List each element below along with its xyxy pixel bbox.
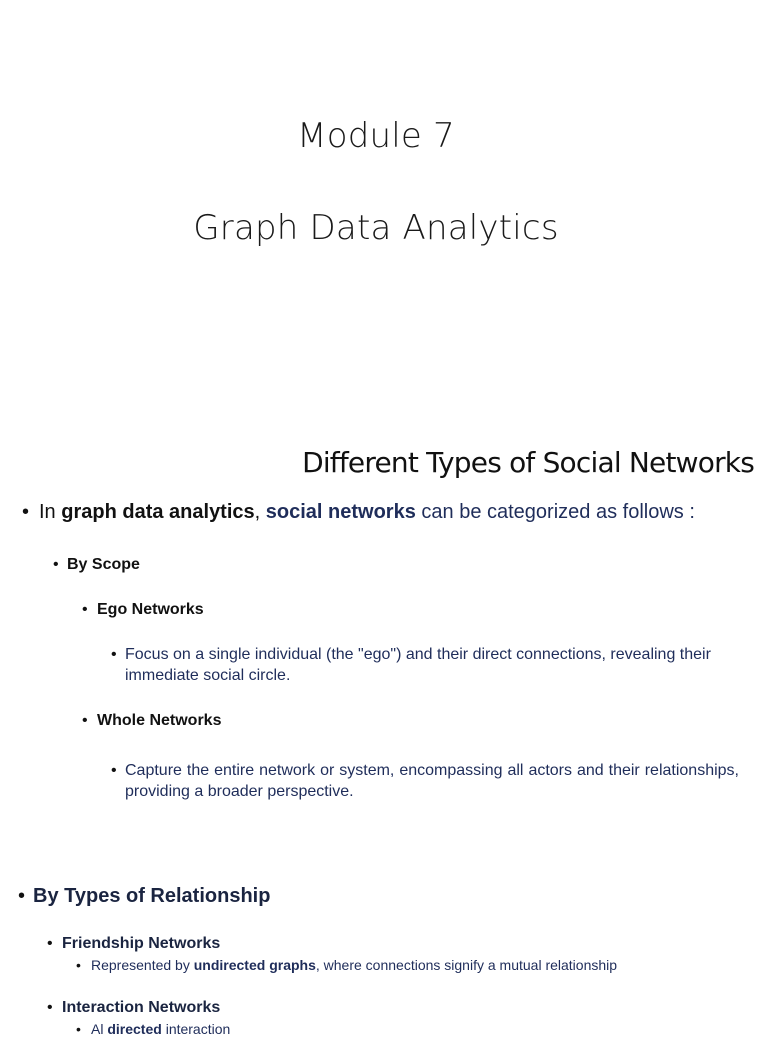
bullet-icon: • [82, 712, 88, 729]
slide-social-network-types [0, 420, 768, 1037]
intro-text [39, 500, 695, 524]
interaction-networks-label: Interaction Networks [62, 999, 221, 1016]
module-subject: Graph Data Analytics [193, 208, 559, 248]
bullet-icon: • [111, 762, 117, 779]
bullet-icon: • [111, 646, 117, 663]
term-directed: directed [103, 1021, 162, 1037]
module-title: Module 7 [297, 116, 455, 156]
intro-prefix: In [39, 501, 62, 523]
intro-separator: , [254, 501, 266, 523]
interaction-desc-prefix: Al [91, 1021, 104, 1037]
friendship-networks-label: Friendship Networks [62, 935, 221, 952]
bullet-icon: • [53, 556, 59, 573]
bullet-icon: • [18, 885, 26, 907]
slide-title-page [0, 0, 768, 420]
bullet-icon: • [76, 957, 81, 973]
term-undirected-graphs: undirected graphs [193, 957, 316, 973]
by-relationship-label: By Types of Relationship [33, 885, 271, 907]
term-social-networks: social networks [265, 501, 416, 523]
friendship-desc [91, 956, 617, 974]
term-graph-data-analytics: graph data analytics [61, 501, 255, 523]
ego-networks-label: Ego Networks [97, 601, 204, 618]
bullet-icon: • [47, 935, 53, 952]
bullet-icon: • [82, 601, 88, 618]
by-scope-label: By Scope [67, 556, 140, 573]
interaction-desc [91, 1020, 230, 1038]
intro-suffix: can be categorized as follows : [415, 501, 695, 523]
bullet-icon: • [47, 999, 53, 1016]
whole-networks-desc: Capture the entire network or system, encompassing all actors and their relationships, providing a broader perspective. [125, 762, 739, 800]
interaction-desc-suffix: interaction [161, 1021, 231, 1037]
friendship-desc-suffix: , where connections signify a mutual relationship [315, 957, 618, 973]
bullet-icon: • [22, 501, 30, 523]
whole-networks-label: Whole Networks [97, 712, 222, 729]
friendship-desc-prefix: Represented by [91, 957, 194, 973]
slide-title: Different Types of Social Networks [302, 446, 754, 479]
bullet-icon: • [76, 1021, 81, 1037]
ego-networks-desc: Focus on a single individual (the "ego") and their direct connections, revealing their immediate social circle. [125, 646, 711, 684]
